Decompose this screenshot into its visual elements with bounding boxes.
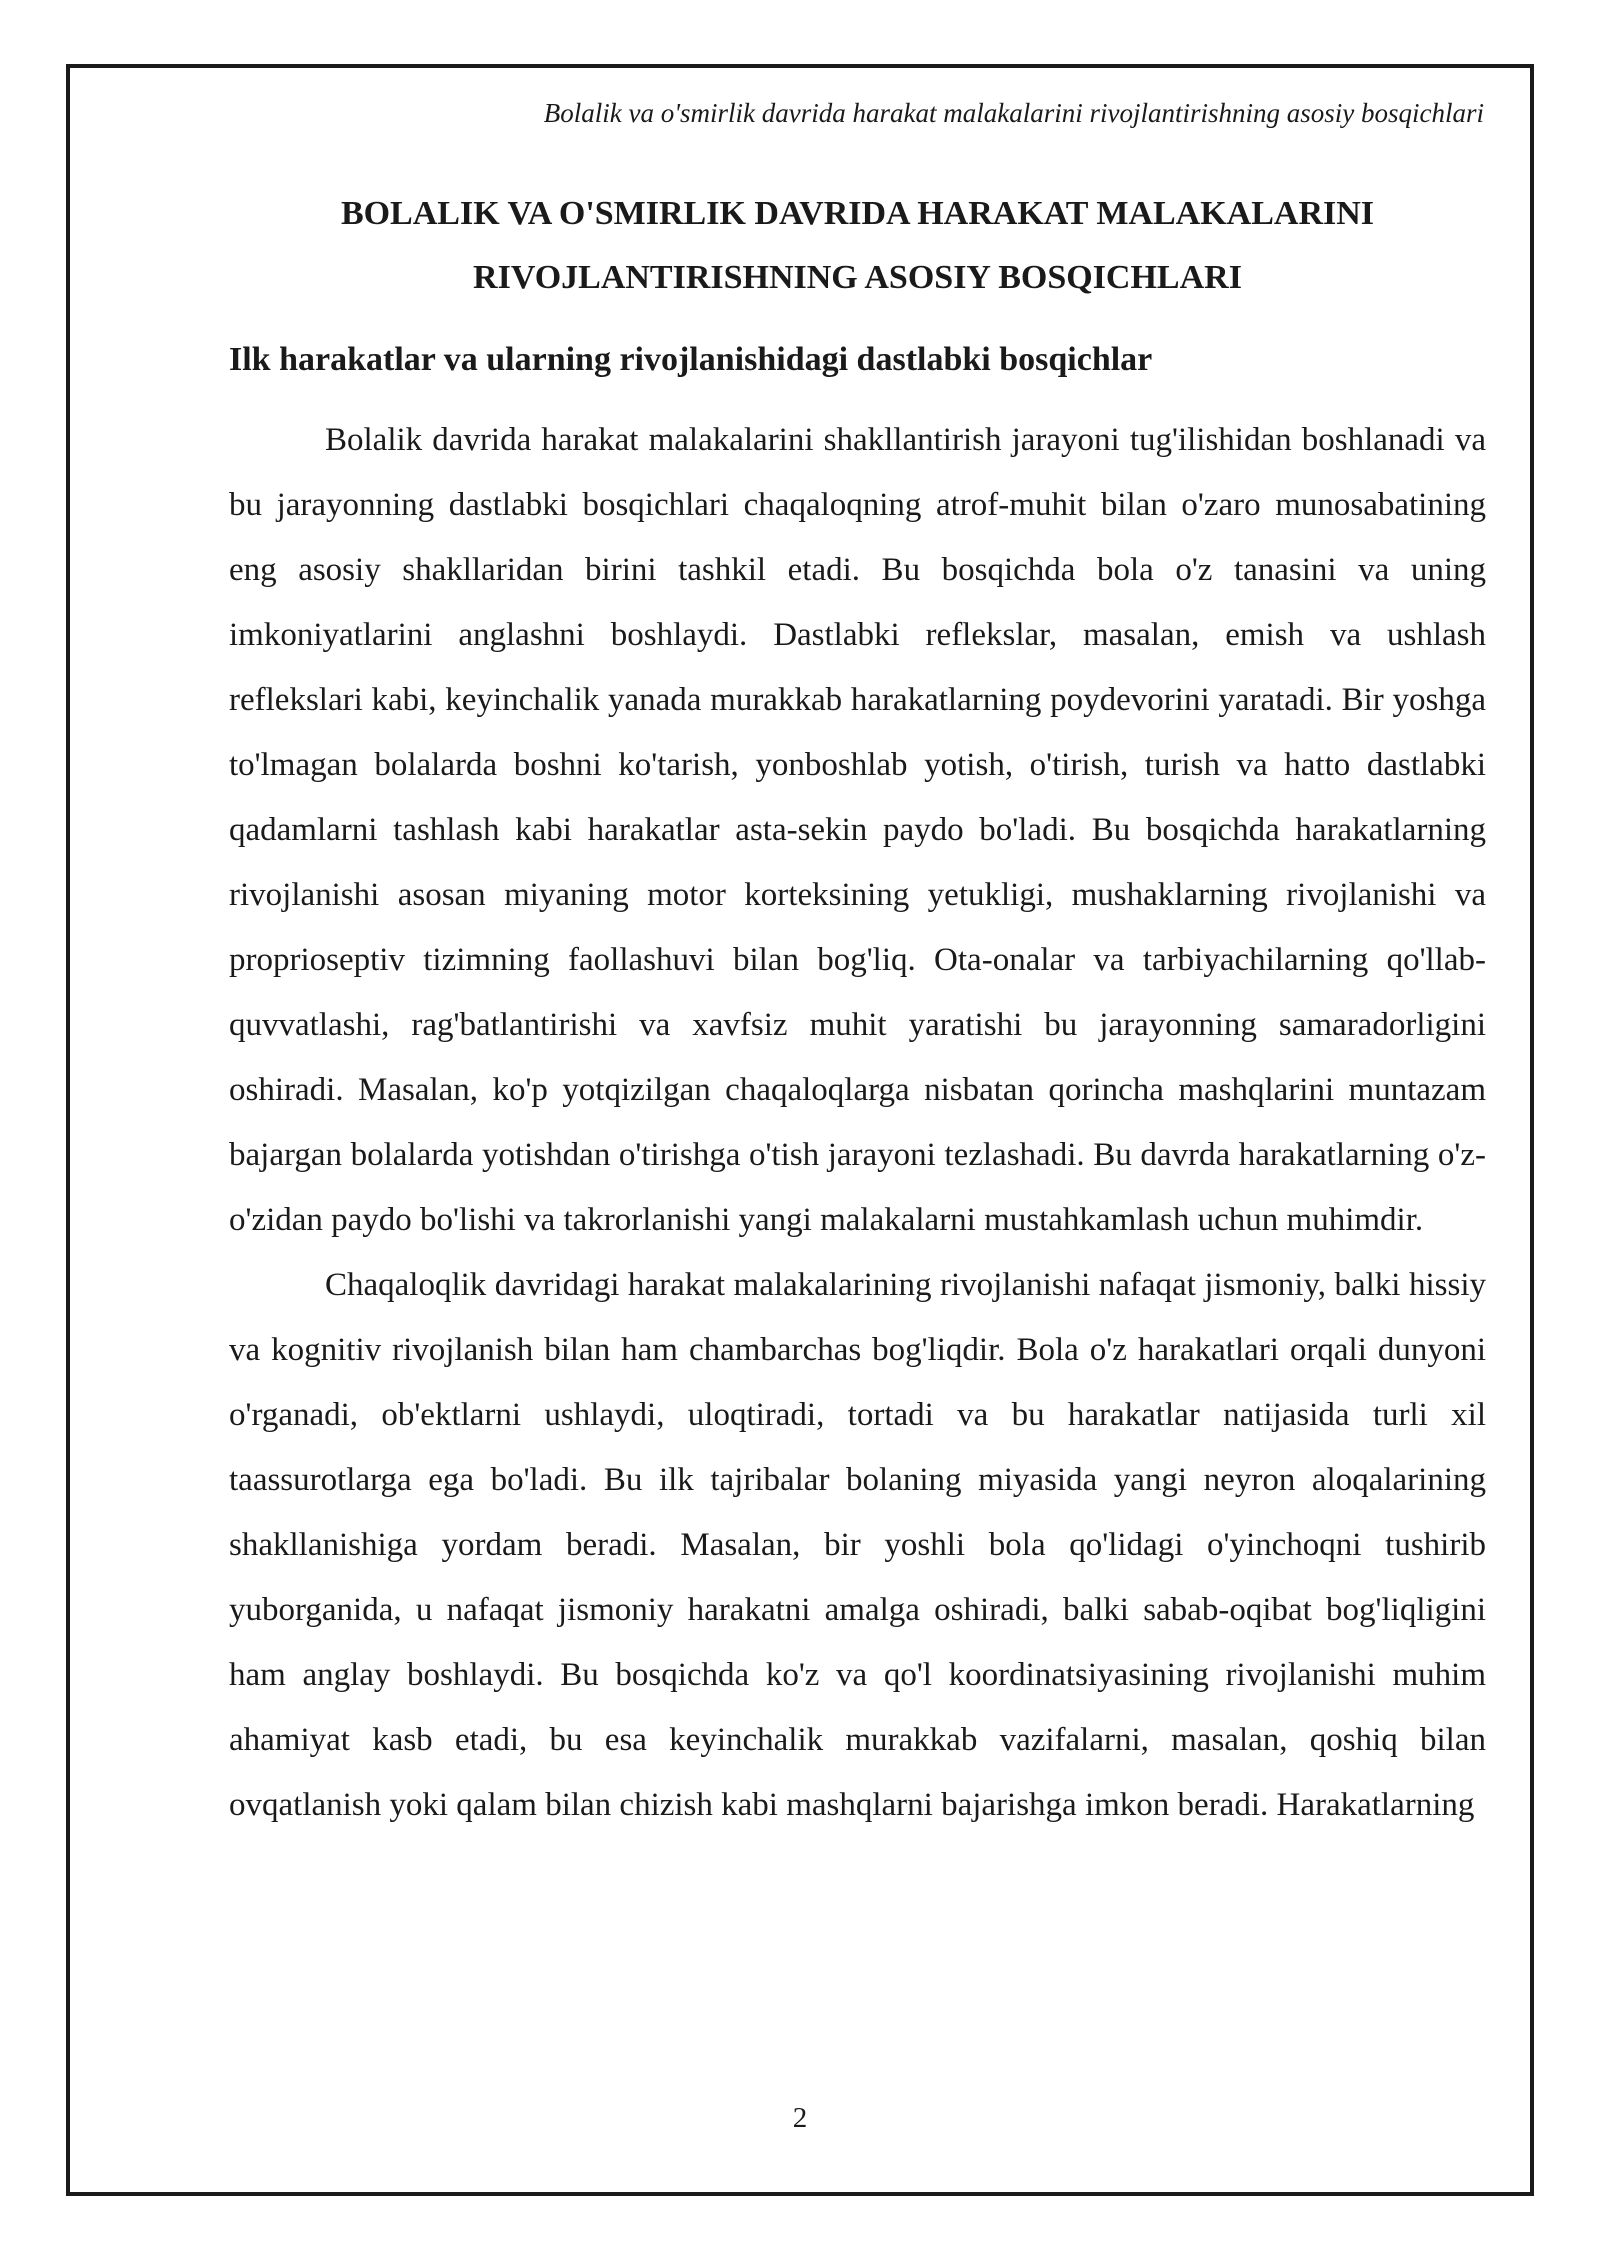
document-title-line-2: RIVOJLANTIRISHNING ASOSIY BOSQICHLARI <box>473 259 1242 296</box>
document-title <box>229 182 1486 310</box>
page-content <box>229 182 1486 1838</box>
section-heading: Ilk harakatlar va ularning rivojlanishidagi dastlabki bosqichlar <box>229 341 1153 378</box>
document-title-line-1: BOLALIK VA O'SMIRLIK DAVRIDA HARAKAT MALAKALARINI <box>340 195 1375 232</box>
body-paragraph-2: Chaqaloqlik davridagi harakat malakalarining rivojlanishi nafaqat jismoniy, balki hissiy va kognitiv rivojlanish bilan ham chambarchas bog'liqdir. Bola o'z harakatlari orqali dunyoni o'rganadi, ob'ektlarni ushlaydi, uloqtiradi, tortadi va bu harakatlar natijasida turli xil taassurotlarga ega bo'ladi. Bu ilk tajribalar bolaning miyasida yangi neyron aloqalarining shakllanishiga yordam beradi. Masalan, bir yoshli bola qo'lidagi o'yinchoqni tushirib yuborganida, u nafaqat jismoniy harakatni amalga oshiradi, balki sabab-oqibat bog'liqligini ham anglay boshlaydi. Bu bosqichda ko'z va qo'l koordinatsiyasining rivojlanishi muhim ahamiyat kasb etadi, bu esa keyinchalik murakkab vazifalarni, masalan, qoshiq bilan ovqatlanish yoki qalam bilan chizish kabi mashqlarni bajarishga imkon beradi. Harakatlarning <box>229 1267 1486 1823</box>
body-paragraph-1: Bolalik davrida harakat malakalarini shakllantirish jarayoni tug'ilishidan boshlanadi va bu jarayonning dastlabki bosqichlari chaqaloqning atrof-muhit bilan o'zaro munosabatining eng asosiy shakllaridan birini tashkil etadi. Bu bosqichda bola o'z tanasini va uning imkoniyatlarini anglashni boshlaydi. Dastlabki reflekslar, masalan, emish va ushlash reflekslari kabi, keyinchalik yanada murakkab harakatlarning poydevorini yaratadi. Bir yoshga to'lmagan bolalarda boshni ko'tarish, yonboshlab yotish, o'tirish, turish va hatto dastlabki qadamlarni tashlash kabi harakatlar asta-sekin paydo bo'ladi. Bu bosqichda harakatlarning rivojlanishi asosan miyaning motor korteksining yetukligi, mushaklarning rivojlanishi va proprioseptiv tizimning faollashuvi bilan bog'liq. Ota-onalar va tarbiyachilarning qo'llab-quvvatlashi, rag'batlantirishi va xavfsiz muhit yaratishi bu jarayonning samaradorligini oshiradi. Masalan, ko'p yotqizilgan chaqaloqlarga nisbatan qorincha mashqlarini muntazam bajargan bolalarda yotishdan o'tirishga o'tish jarayoni tezlashadi. Bu davrda harakatlarning o'z-o'zidan paydo bo'lishi va takrorlanishi yangi malakalarni mustahkamlash uchun muhimdir. <box>229 422 1486 1238</box>
running-header: Bolalik va o'smirlik davrida harakat malakalarini rivojlantirishning asosiy bosqichlari <box>543 98 1484 128</box>
page-number: 2 <box>792 2102 808 2134</box>
